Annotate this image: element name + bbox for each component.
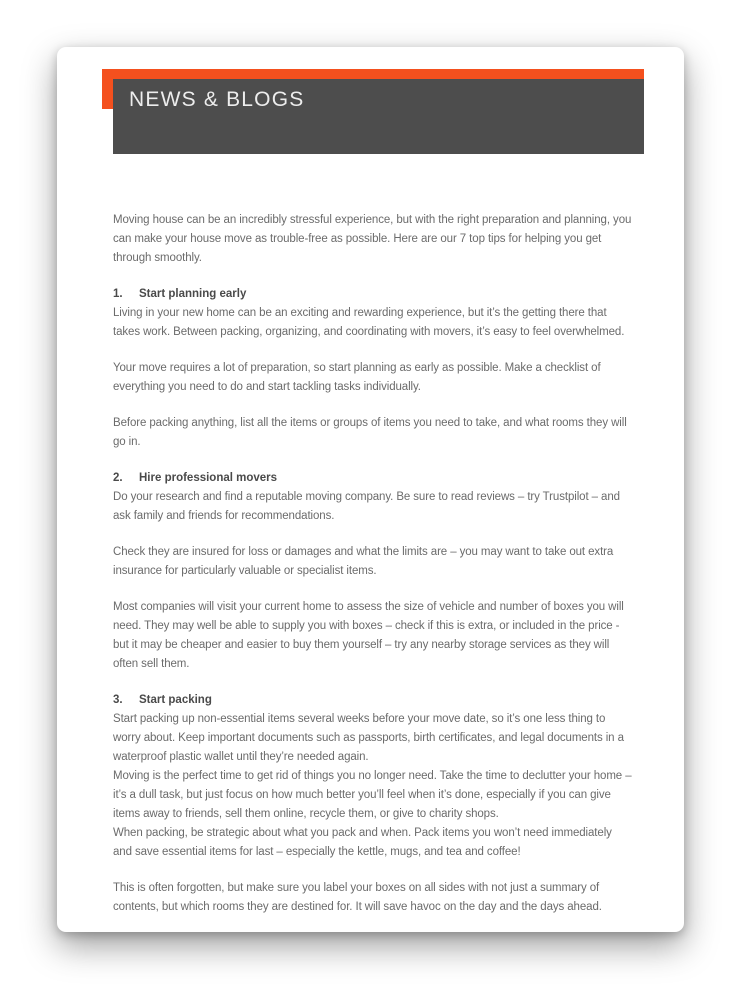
section-3-paragraph: Start packing up non-essential items several weeks before your move date, so it’s one less thing to worry about. Keep important documents such as passports, birth certificates, and legal documents in a waterproof plastic wallet until they’re needed again. [113,713,624,763]
section-2-number: 2. [113,472,123,484]
section-3-heading-text: Start packing [139,694,212,706]
section-1-paragraph: Living in your new home can be an exciting and rewarding experience, but it’s the getting there that takes work. Between packing, organizing, and coordinating with movers, it’s easy to feel overwhelmed. [113,307,625,338]
section-2-heading-text: Hire professional movers [139,472,278,484]
section-3-paragraph: This is often forgotten, but make sure you label your boxes on all sides with not just a summary of contents, but which rooms they are destined for. It will save havoc on the day and the days ahead. [113,882,602,913]
section-1-paragraph: Before packing anything, list all the items or groups of items you need to take, and what rooms they will go in. [113,417,627,448]
section-2-heading [113,469,632,488]
section-2-paragraph: Most companies will visit your current home to assess the size of vehicle and number of boxes you will need. They may well be able to supply you with boxes – check if this is extra, or included in the price - but it may be cheaper and easier to buy them yourself – try any nearby storage services as they will often sell them. [113,601,624,670]
section-3-paragraph: When packing, be strategic about what you pack and when. Pack items you won’t need immediately and save essential items for last – especially the kettle, mugs, and tea and coffee! [113,827,612,858]
section-1-heading [113,285,632,304]
article-body [113,211,632,932]
section-3-paragraph: Moving is the perfect time to get rid of things you no longer need. Take the time to declutter your home – it’s a dull task, but just focus on how much better you’ll feel when it’s done, especially if you can give items away to friends, sell them online, recycle them, or give to charity shops. [113,770,632,820]
header-title-bar [113,79,644,154]
section-1-paragraph: Your move requires a lot of preparation, so start planning as early as possible. Make a checklist of everything you need to do and start tackling tasks individually. [113,362,601,393]
section-3-number: 3. [113,694,123,706]
intro-paragraph: Moving house can be an incredibly stressful experience, but with the right preparation and planning, you can make your house move as trouble-free as possible. Here are our 7 top tips for helping you get through smoothly. [113,214,632,264]
section-3-heading [113,691,632,710]
section-1-heading-text: Start planning early [139,288,247,300]
section-2-paragraph: Do your research and find a reputable moving company. Be sure to read reviews – try Trustpilot – and ask family and friends for recommendations. [113,491,620,522]
page-title: NEWS & BLOGS [129,88,305,111]
section-1-number: 1. [113,288,123,300]
header-banner [102,69,644,154]
document-page [57,47,684,932]
section-2-paragraph: Check they are insured for loss or damages and what the limits are – you may want to take out extra insurance for particularly valuable or specialist items. [113,546,614,577]
